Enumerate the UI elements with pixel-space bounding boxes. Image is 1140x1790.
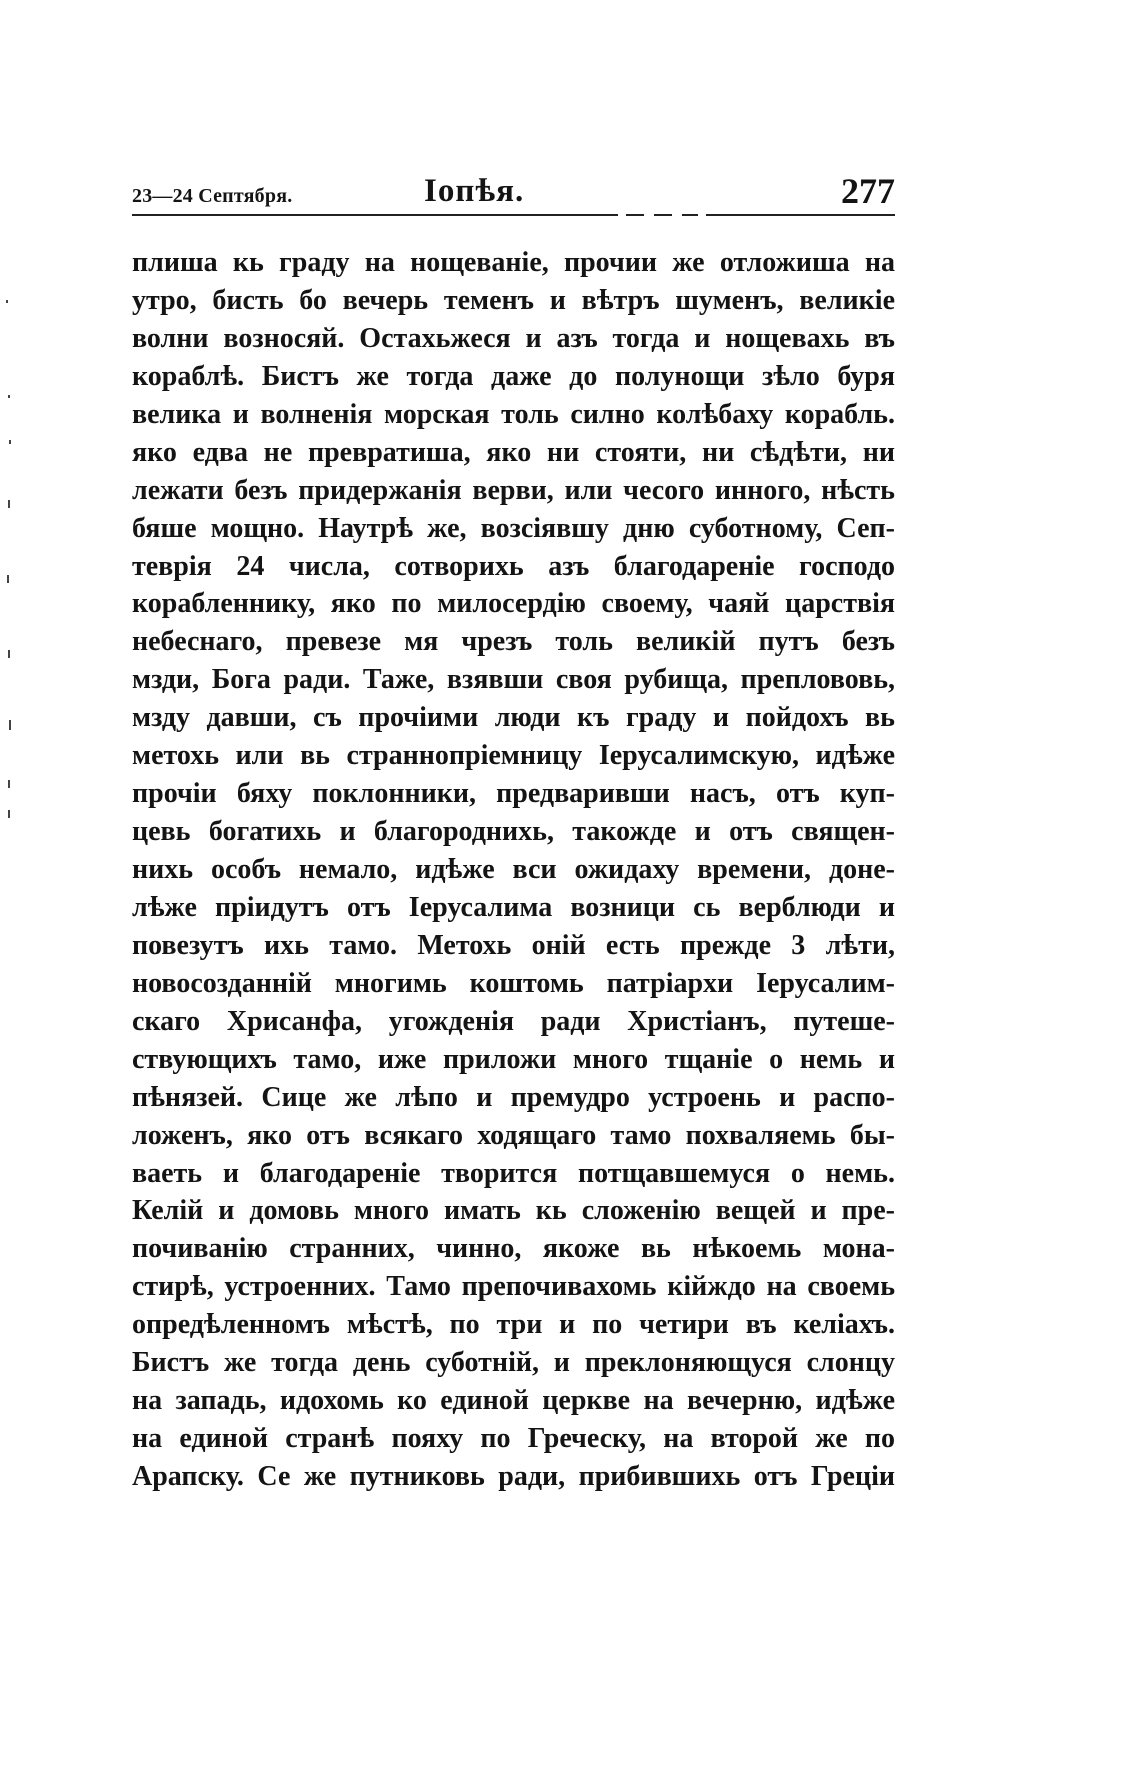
scan-speck [8,500,10,508]
header-rule-gap [698,213,706,217]
text-line: повезутъ ихь тамо. Метохь оній есть прежде 3 лѣти, [132,929,895,961]
scan-speck [7,575,9,583]
text-line: велика и волненія морская толь силно колѣбаху корабль. [132,398,895,430]
text-line: опредѣленномъ мѣстѣ, по три и по четири въ келіахъ. [132,1309,895,1341]
text-line: волни возносяй. Остахьжеся и азъ тогда и нощевахь въ [132,322,895,354]
scan-speck [8,395,10,398]
scan-speck [6,300,8,303]
text-line: ложенъ, яко отъ всякаго ходящаго тамо похваляемь бы- [132,1119,895,1151]
text-line: новосозданній многимь коштомь патріархи Іерусалим- [132,967,895,999]
text-line: небеснаго, превезе мя чрезъ толь великій путъ безъ [132,626,895,658]
text-line: почиванію странних, чинно, якоже вь нѣкоемь мона- [132,1233,895,1265]
text-line: кораблѣ. Бистъ же тогда даже до полунощи зѣло буря [132,360,895,392]
text-line: на западь, идохомь ко единой церкве на вечерню, идѣже [132,1385,895,1417]
text-line: ваеть и благодареніе творится потщавшемуся о немь. [132,1157,895,1189]
header-date-range: 23—24 Септября. [132,185,293,207]
text-line: нихь особъ немало, идѣже вси ожидаху времени, доне- [132,854,895,885]
header-rule-gap [644,213,654,217]
body-text [132,244,895,1496]
text-line: метохь или вь страннопріемницу Іерусалимскую, идѣже [132,740,895,772]
text-line: утро, бисть бо вечерь теменъ и вѣтръ шуменъ, великіе [132,284,895,316]
scan-speck [8,780,10,788]
text-line: плиша кь граду на нощеваніе, прочии же отложиша на [132,247,895,278]
header-rule-gap [618,213,626,217]
text-line: бяше мощно. Наутрѣ же, возсіявшу дню суботному, Сеп- [132,512,895,544]
scan-speck [8,810,10,818]
text-line: стирѣ, устроенних. Тамо препочивахомь кійждо на своемь [132,1271,895,1303]
header-rule-gap [672,213,682,217]
scan-speck [9,720,11,730]
text-line: мзду давши, съ прочіими люди къ граду и пойдохъ вь [132,702,895,734]
text-line: прочіи бяху поклонники, предваривши насъ, отъ куп- [132,778,895,810]
page-number: 277 [841,171,895,211]
text-line: Келій и домовь много имать кь сложенію вещей и пре- [132,1195,895,1227]
text-line: Арапску. Се же путниковь ради, прибившихь отъ Греціи [132,1461,895,1492]
text-line: теврія 24 числа, сотворихь азъ благодареніе господо [132,550,895,582]
text-line: ствующихъ тамо, иже приложи много тщаніе о немь и [132,1043,895,1075]
text-line: лежати безъ придержанія верви, или чесого инного, нѣсть [132,474,895,506]
text-line: яко едва не превратиша, яко ни стояти, ни сѣдѣти, ни [132,436,895,468]
text-line: на единой странѣ пояху по Греческу, на второй же по [132,1423,895,1455]
scan-edge-marks [0,0,20,1790]
running-header [132,166,895,212]
text-line: скаго Хрисанфа, угожденія ради Христіанъ, путеше- [132,1005,895,1037]
scan-speck [8,650,10,658]
text-line: цевь богатихь и благороднихь, такожде и отъ священ- [132,816,895,848]
text-line: лѣже пріидутъ отъ Іерусалима возници сь верблюди и [132,891,895,923]
header-title: Іопѣя. [424,173,525,209]
text-line: мзди, Бога ради. Таже, взявши своя рубища, преплововь, [132,664,895,696]
text-line: корабленнику, яко по милосердію своему, чаяй царствія [132,588,895,620]
header-rule [132,214,895,216]
text-line: Бистъ же тогда день суботній, и преклоняющуся слонцу [132,1347,895,1379]
scan-speck [9,440,11,444]
text-line: пѣнязей. Сице же лѣпо и премудро устроень и распо- [132,1081,895,1113]
